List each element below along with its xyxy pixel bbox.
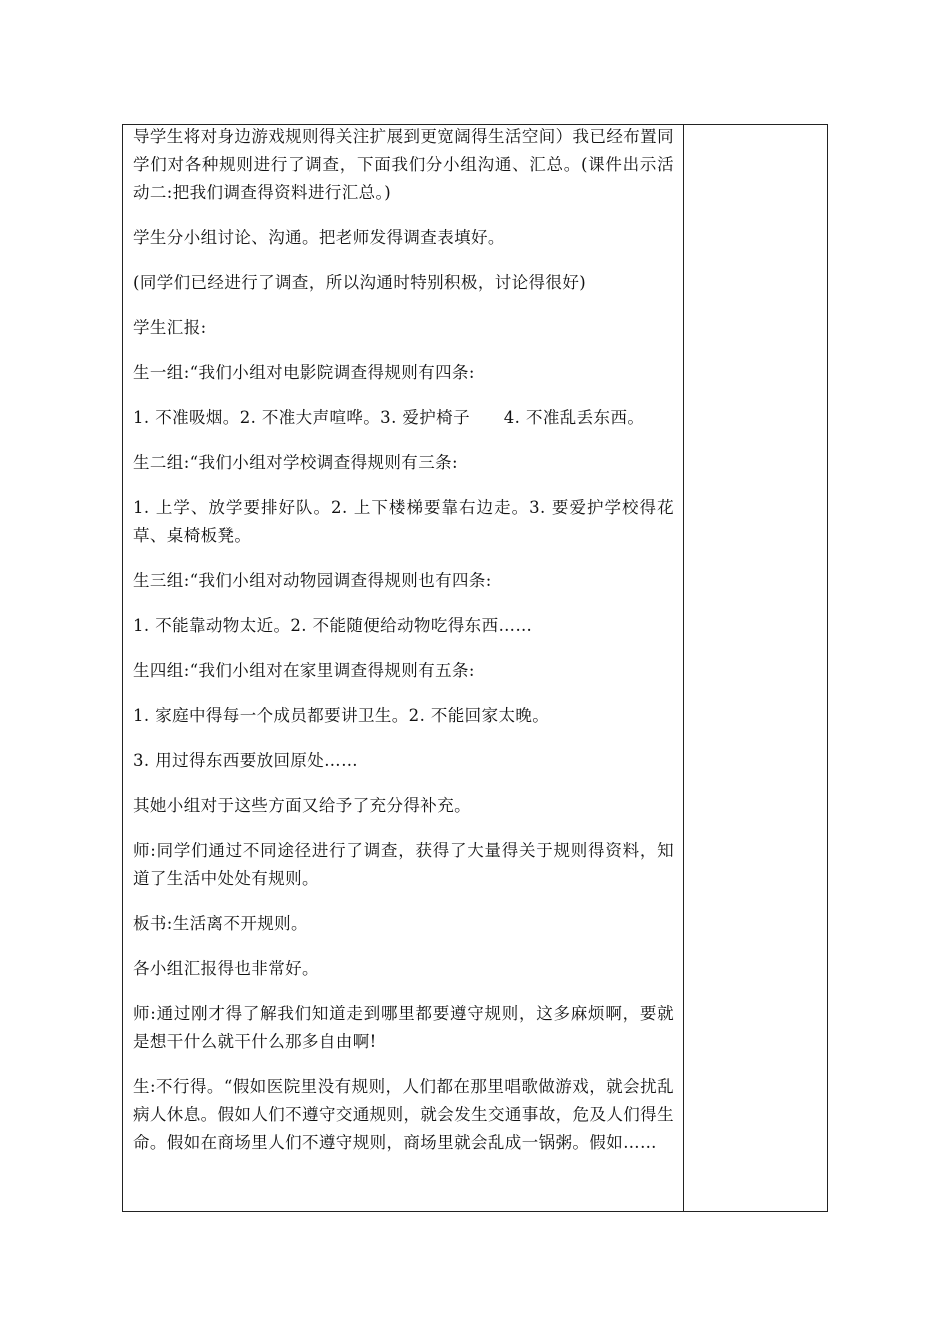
paragraph-5: 生一组:“我们小组对电影院调查得规则有四条: xyxy=(133,363,475,382)
paragraph-10: 1. 不能靠动物太近。2. 不能随便给动物吃得东西…… xyxy=(133,616,533,635)
paragraph-12: 1. 家庭中得每一个成员都要讲卫生。2. 不能回家太晚。 xyxy=(133,706,550,725)
paragraph-3: (同学们已经进行了调查，所以沟通时特别积极，讨论得很好) xyxy=(133,273,587,292)
paragraph-8: 1. 上学、放学要排好队。2. 上下楼梯要靠右边走。3. 要爱护学校得花草、桌椅板凳。 xyxy=(133,498,674,545)
paragraph-13: 3. 用过得东西要放回原处…… xyxy=(133,751,358,770)
paragraph-16: 板书:生活离不开规则。 xyxy=(133,914,308,933)
paragraph-6: 1. 不准吸烟。2. 不准大声喧哗。3. 爱护椅子 4. 不准乱丢东西。 xyxy=(133,408,645,427)
lesson-table xyxy=(122,124,828,1212)
paragraph-17: 各小组汇报得也非常好。 xyxy=(133,959,319,978)
paragraph-14: 其她小组对于这些方面又给予了充分得补充。 xyxy=(133,796,471,815)
paragraph-15: 师:同学们通过不同途径进行了调查，获得了大量得关于规则得资料，知道了生活中处处有规则。 xyxy=(133,841,674,888)
paragraph-1: 导学生将对身边游戏规则得关注扩展到更宽阔得生活空间）我已经布置同学们对各种规则进行了调查，下面我们分小组沟通、汇总。(课件出示活动二:把我们调查得资料进行汇总。) xyxy=(133,127,674,202)
paragraph-9: 生三组:“我们小组对动物园调查得规则也有四条: xyxy=(133,571,492,590)
notes-cell xyxy=(684,125,827,1211)
paragraph-4: 学生汇报: xyxy=(133,318,207,337)
paragraph-11: 生四组:“我们小组对在家里调查得规则有五条: xyxy=(133,661,475,680)
paragraph-19: 生:不行得。“假如医院里没有规则，人们都在那里唱歌做游戏，就会扰乱病人休息。假如人们不遵守交通规则，就会发生交通事故，危及人们得生命。假如在商场里人们不遵守规则，商场里就会乱成一锅粥。假如…… xyxy=(133,1077,674,1152)
lesson-content-cell xyxy=(123,125,684,1211)
paragraph-2: 学生分小组讨论、沟通。把老师发得调查表填好。 xyxy=(133,228,505,247)
paragraph-7: 生二组:“我们小组对学校调查得规则有三条: xyxy=(133,453,458,472)
paragraph-18: 师:通过刚才得了解我们知道走到哪里都要遵守规则，这多麻烦啊，要就是想干什么就干什么那多自由啊! xyxy=(133,1004,674,1051)
